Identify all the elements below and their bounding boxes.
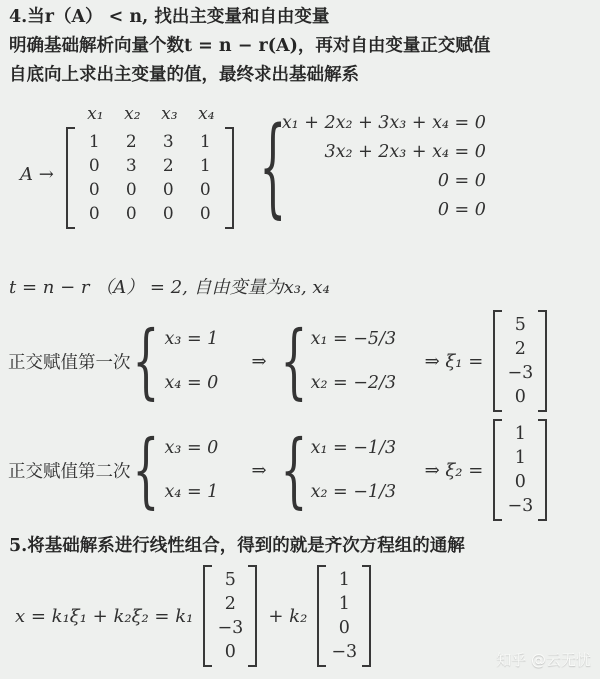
assignment-values	[165, 438, 225, 502]
result-values	[311, 438, 403, 502]
assignment-line: x₄ = 1	[164, 482, 219, 502]
vector-bracket-right	[248, 565, 257, 667]
assignment-label: 正交赋值第一次	[8, 352, 131, 373]
matrix-cell: 0	[125, 180, 137, 200]
vector-bracket-left	[203, 565, 212, 667]
assignment-line: x₃ = 1	[164, 329, 219, 349]
vector-entry: 2	[224, 594, 236, 614]
matrix-cell: 3	[125, 156, 137, 176]
result-line: x₁ = −5/3	[310, 329, 397, 349]
matrix-col-header: x₂	[124, 104, 141, 124]
vector-bracket-right	[538, 419, 547, 521]
vector-entry: 5	[514, 315, 526, 335]
vector-entry: −3	[507, 363, 534, 383]
xi1-equals-label: ⇒ ξ₁ =	[424, 350, 484, 372]
orthogonal-assignment-block-2	[8, 417, 547, 523]
matrix-cell: 0	[88, 180, 100, 200]
section4-line3: 自底向上求出主变量的值，最终求出基础解系	[9, 65, 359, 85]
vector-entry: 1	[514, 424, 526, 444]
assignment-brace: {	[131, 423, 159, 517]
assignment-values	[165, 329, 225, 393]
matrix-cell: 0	[125, 204, 137, 224]
matrix-cell: 1	[199, 156, 211, 176]
result-brace: {	[280, 423, 308, 517]
assignment-label: 正交赋值第二次	[8, 461, 131, 482]
general-solution-formula	[15, 565, 371, 667]
vector-bracket-left	[493, 310, 502, 412]
vector-entries	[327, 565, 361, 667]
matrix-and-system-row	[20, 104, 486, 229]
vector-bracket-right	[362, 565, 371, 667]
vector-entry: −3	[331, 642, 358, 662]
vector-entry: 0	[514, 387, 526, 407]
result-line: x₂ = −2/3	[310, 373, 397, 393]
section5-title: 5.将基础解系进行线性组合，得到的就是齐次方程组的通解	[9, 536, 465, 556]
matrix-cell: 0	[88, 156, 100, 176]
vector-entry: 1	[338, 594, 350, 614]
section4-title: 4.当r（A） < n, 找出主变量和自由变量	[9, 7, 330, 27]
solution-vector-1	[203, 565, 257, 667]
equation-system	[258, 104, 486, 229]
vector-entries	[503, 310, 537, 412]
vector-entry: −3	[217, 618, 244, 638]
matrix-cell: 2	[125, 132, 137, 152]
result-line: x₂ = −1/3	[310, 482, 397, 502]
equation-line: 0 = 0	[437, 199, 486, 220]
zhihu-watermark: 知乎 @云无忧	[496, 651, 591, 669]
equation-line: x₁ + 2x₂ + 3x₃ + x₄ = 0	[281, 112, 486, 133]
matrix-col-header: x₃	[161, 104, 178, 124]
vector-entry: −3	[507, 496, 534, 516]
result-brace: {	[280, 314, 308, 408]
assignment-line: x₃ = 0	[164, 438, 219, 458]
vector-entry: 0	[338, 618, 350, 638]
result-line: x₁ = −1/3	[310, 438, 397, 458]
section4-heading-block	[9, 3, 594, 90]
orthogonal-assignment-block-1	[8, 308, 547, 414]
general-solution-prefix: x = k₁ξ₁ + k₂ξ₂ = k₁	[15, 605, 194, 627]
assignment-line: x₄ = 0	[164, 373, 219, 393]
vector-bracket-left	[493, 419, 502, 521]
equation-line: 0 = 0	[437, 170, 486, 191]
vector-entry: 1	[338, 570, 350, 590]
xi1-vector	[493, 310, 547, 412]
vector-entry: 1	[514, 448, 526, 468]
implies-arrow-icon: ⇒	[251, 350, 267, 372]
result-values	[311, 329, 403, 393]
matrix-body	[66, 127, 234, 229]
plus-k2-label: + k₂	[268, 605, 308, 627]
equation-list	[282, 109, 486, 225]
matrix-grid	[76, 127, 224, 229]
matrix-cell: 1	[199, 132, 211, 152]
matrix-col-header: x₄	[198, 104, 215, 124]
vector-entries	[213, 565, 247, 667]
vector-entry: 2	[514, 339, 526, 359]
solution-vector-2	[317, 565, 371, 667]
xi2-vector	[493, 419, 547, 521]
equation-line: 3x₂ + 2x₃ + x₄ = 0	[324, 141, 486, 162]
assignment-brace: {	[131, 314, 159, 408]
matrix-cell: 0	[199, 204, 211, 224]
free-variable-count-line: t = n − r （A） = 2, 自由变量为x₃, x₄	[9, 277, 330, 298]
matrix-col-header: x₁	[87, 104, 104, 124]
matrix-bracket-left	[66, 127, 75, 229]
matrix-column-headers	[77, 104, 234, 124]
matrix-cell: 0	[162, 180, 174, 200]
implies-arrow-icon: ⇒	[251, 459, 267, 481]
xi2-equals-label: ⇒ ξ₂ =	[424, 459, 484, 481]
matrix-bracket-right	[225, 127, 234, 229]
matrix-cell: 0	[88, 204, 100, 224]
vector-entry: 0	[514, 472, 526, 492]
coefficient-matrix	[66, 104, 234, 229]
vector-bracket-right	[538, 310, 547, 412]
matrix-cell: 3	[162, 132, 174, 152]
system-brace: {	[259, 104, 287, 229]
vector-entries	[503, 419, 537, 521]
vector-bracket-left	[317, 565, 326, 667]
matrix-cell: 1	[88, 132, 100, 152]
vector-entry: 0	[224, 642, 236, 662]
matrix-cell: 2	[162, 156, 174, 176]
vector-entry: 5	[224, 570, 236, 590]
section4-line2: 明确基础解析向量个数t = n − r(A)，再对自由变量正交赋值	[9, 36, 491, 56]
matrix-transform-label: A →	[20, 164, 54, 185]
matrix-cell: 0	[199, 180, 211, 200]
matrix-cell: 0	[162, 204, 174, 224]
